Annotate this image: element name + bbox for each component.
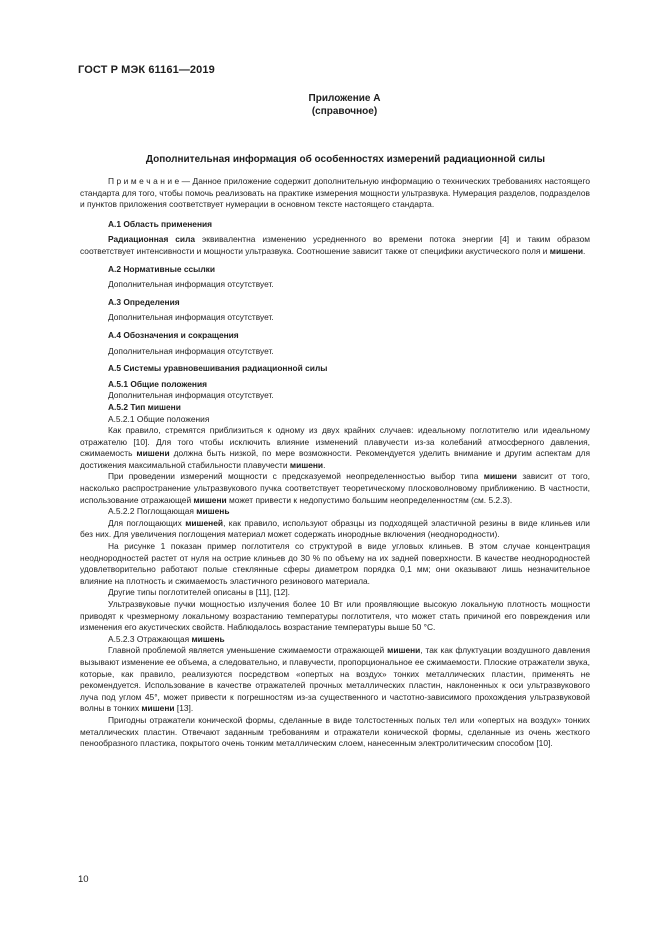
annex-heading: Дополнительная информация об особенностях измерений радиационной силы (145, 154, 546, 165)
page-number: 10 (78, 874, 89, 885)
annex-title-block (0, 92, 661, 118)
section-a3-text: Дополнительная информация отсутствует. (108, 312, 274, 323)
section-a522-heading: А.5.2.2 Поглощающая мишень (108, 506, 230, 517)
paragraph-a522-2: На рисунке 1 показан пример поглотителя со структурой в виде угловых клиньев. В этом случае концентрация неоднородностей растет от нуля на острие клиньев до 30 % по объему на их задней поверхности. В качестве неоднородностей удовлетворительно работают полые стеклянные сферы диаметром порядка 0,1 мм; они оказывают лишь незначительное влияние на плотность и сжимаемость эластичного резинового материала. (80, 541, 590, 586)
section-a2-text: Дополнительная информация отсутствует. (108, 279, 274, 290)
note-paragraph (80, 176, 590, 211)
paragraph-a521-2: При проведении измерений мощности с предсказуемой неопределенностью выбор типа мишени зависит от того, насколько распространение ультразвукового пучка соответствует теоретическому плосковолновому приближению. В частности, использование отражающей мишени может привести к недопустимо большим неопределенностям (см. 5.2.3). (80, 471, 590, 505)
note-text: — Данное приложение содержит дополнительную информацию о технических требованиях настоящего стандарта для того, чтобы помочь реализовать на практике измерения мощности ультразвука. Нумерация разделов, подразделов и пунктов приложения соответствует нумерации в основном тексте настоящего стандарта. (80, 176, 590, 210)
section-a52-heading: А.5.2 Тип мишени (108, 401, 181, 412)
section-a1-heading: А.1 Область применения (108, 218, 213, 229)
paragraph-a522-1: Для поглощающих мишеней, как правило, используют образцы из подходящей эластичной резины в виде клиньев или без них. Для увеличения поглощения материал может содержать инородные включения (неоднородности). (80, 517, 590, 540)
section-a521-heading: А.5.2.1 Общие положения (108, 413, 210, 424)
section-a5-heading: А.5 Системы уравновешивания радиационной силы (108, 363, 328, 374)
paragraph-a523-2: Пригодны отражатели конической формы, сделанные в виде толстостенных полых тел или «опертых на воздух» тонких металлических пластин. Отвечают заданным требованиям и отражатели конической формы, сделанные из очень жесткого пенообразного пластика, покрытого очень тонким металлическим слоем, нанесенным электролитическим способом [10]. (80, 714, 590, 749)
note-label: П р и м е ч а н и е (108, 176, 180, 186)
section-a523-heading: А.5.2.3 Отражающая мишень (108, 633, 225, 644)
paragraph-a521-1: Как правило, стремятся приблизиться к одному из двух крайних случаев: идеальному поглотителю или идеальному отражателю [10]. Для того чтобы исключить влияние изменений плавучести из-за колебаний атмосферного давления, сжимаемость мишени должна быть низкой, по мере возможности. Рекомендуется уделить внимание и другим аспектам для достижения максимальной стабильности плавучести мишени. (80, 425, 591, 470)
annex-subtitle: (справочное) (311, 106, 378, 117)
paragraph-a522-4: Ультразвуковые пучки мощностью излучения более 10 Вт или проявляющие высокую локальную плотность мощности приводят к чрезмерному локальному возрастанию температуры поглотителя, что может стать причиной его повреждения или изменения его акустических свойств. Наблюдалось возрастание температуры выше 50 °С. (80, 599, 590, 633)
paragraph-a522-3: Другие типы поглотителей описаны в [11], [12]. (108, 587, 290, 598)
section-a51-heading: А.5.1 Общие положения (108, 378, 207, 389)
annex-title: Приложение А (308, 93, 381, 104)
standard-header: ГОСТ Р МЭК 61161—2019 (78, 64, 215, 76)
section-a51-text: Дополнительная информация отсутствует. (108, 390, 274, 401)
document-body (80, 176, 590, 750)
section-a4-text: Дополнительная информация отсутствует. (108, 345, 274, 356)
section-a3-heading: А.3 Определения (108, 296, 180, 307)
paragraph-a523-1: Главной проблемой является уменьшение сжимаемости отражающей мишени, так как флуктуации воздушного давления вызывают изменение ее объема, а следовательно, и плавучести, пропорциональное ее сжимаемости. Плоские отражатели звука, которые, как правило, реализуются посредством «опертых на воздух» тонких металлических пластин, применять не рекомендуется. Использование в качестве отражателей прочных металлических пластин, наклоненных к оси ультразвукового луча под углом 45°, может привести к погрешностям из-за существенного и частотно-зависимого прохождения ультразвуковой волны в тонких мишени [13]. (80, 645, 590, 714)
section-a2-heading: А.2 Нормативные ссылки (108, 263, 215, 274)
section-a1-paragraph: Радиационная сила эквивалентна изменению усредненного во времени потока энергии [4] и таким образом соответствует интенсивности и мощности ультразвука. Соотношение зависит также от специфики акустического поля и мишени. (80, 234, 590, 256)
section-a4-heading: А.4 Обозначения и сокращения (108, 329, 239, 340)
